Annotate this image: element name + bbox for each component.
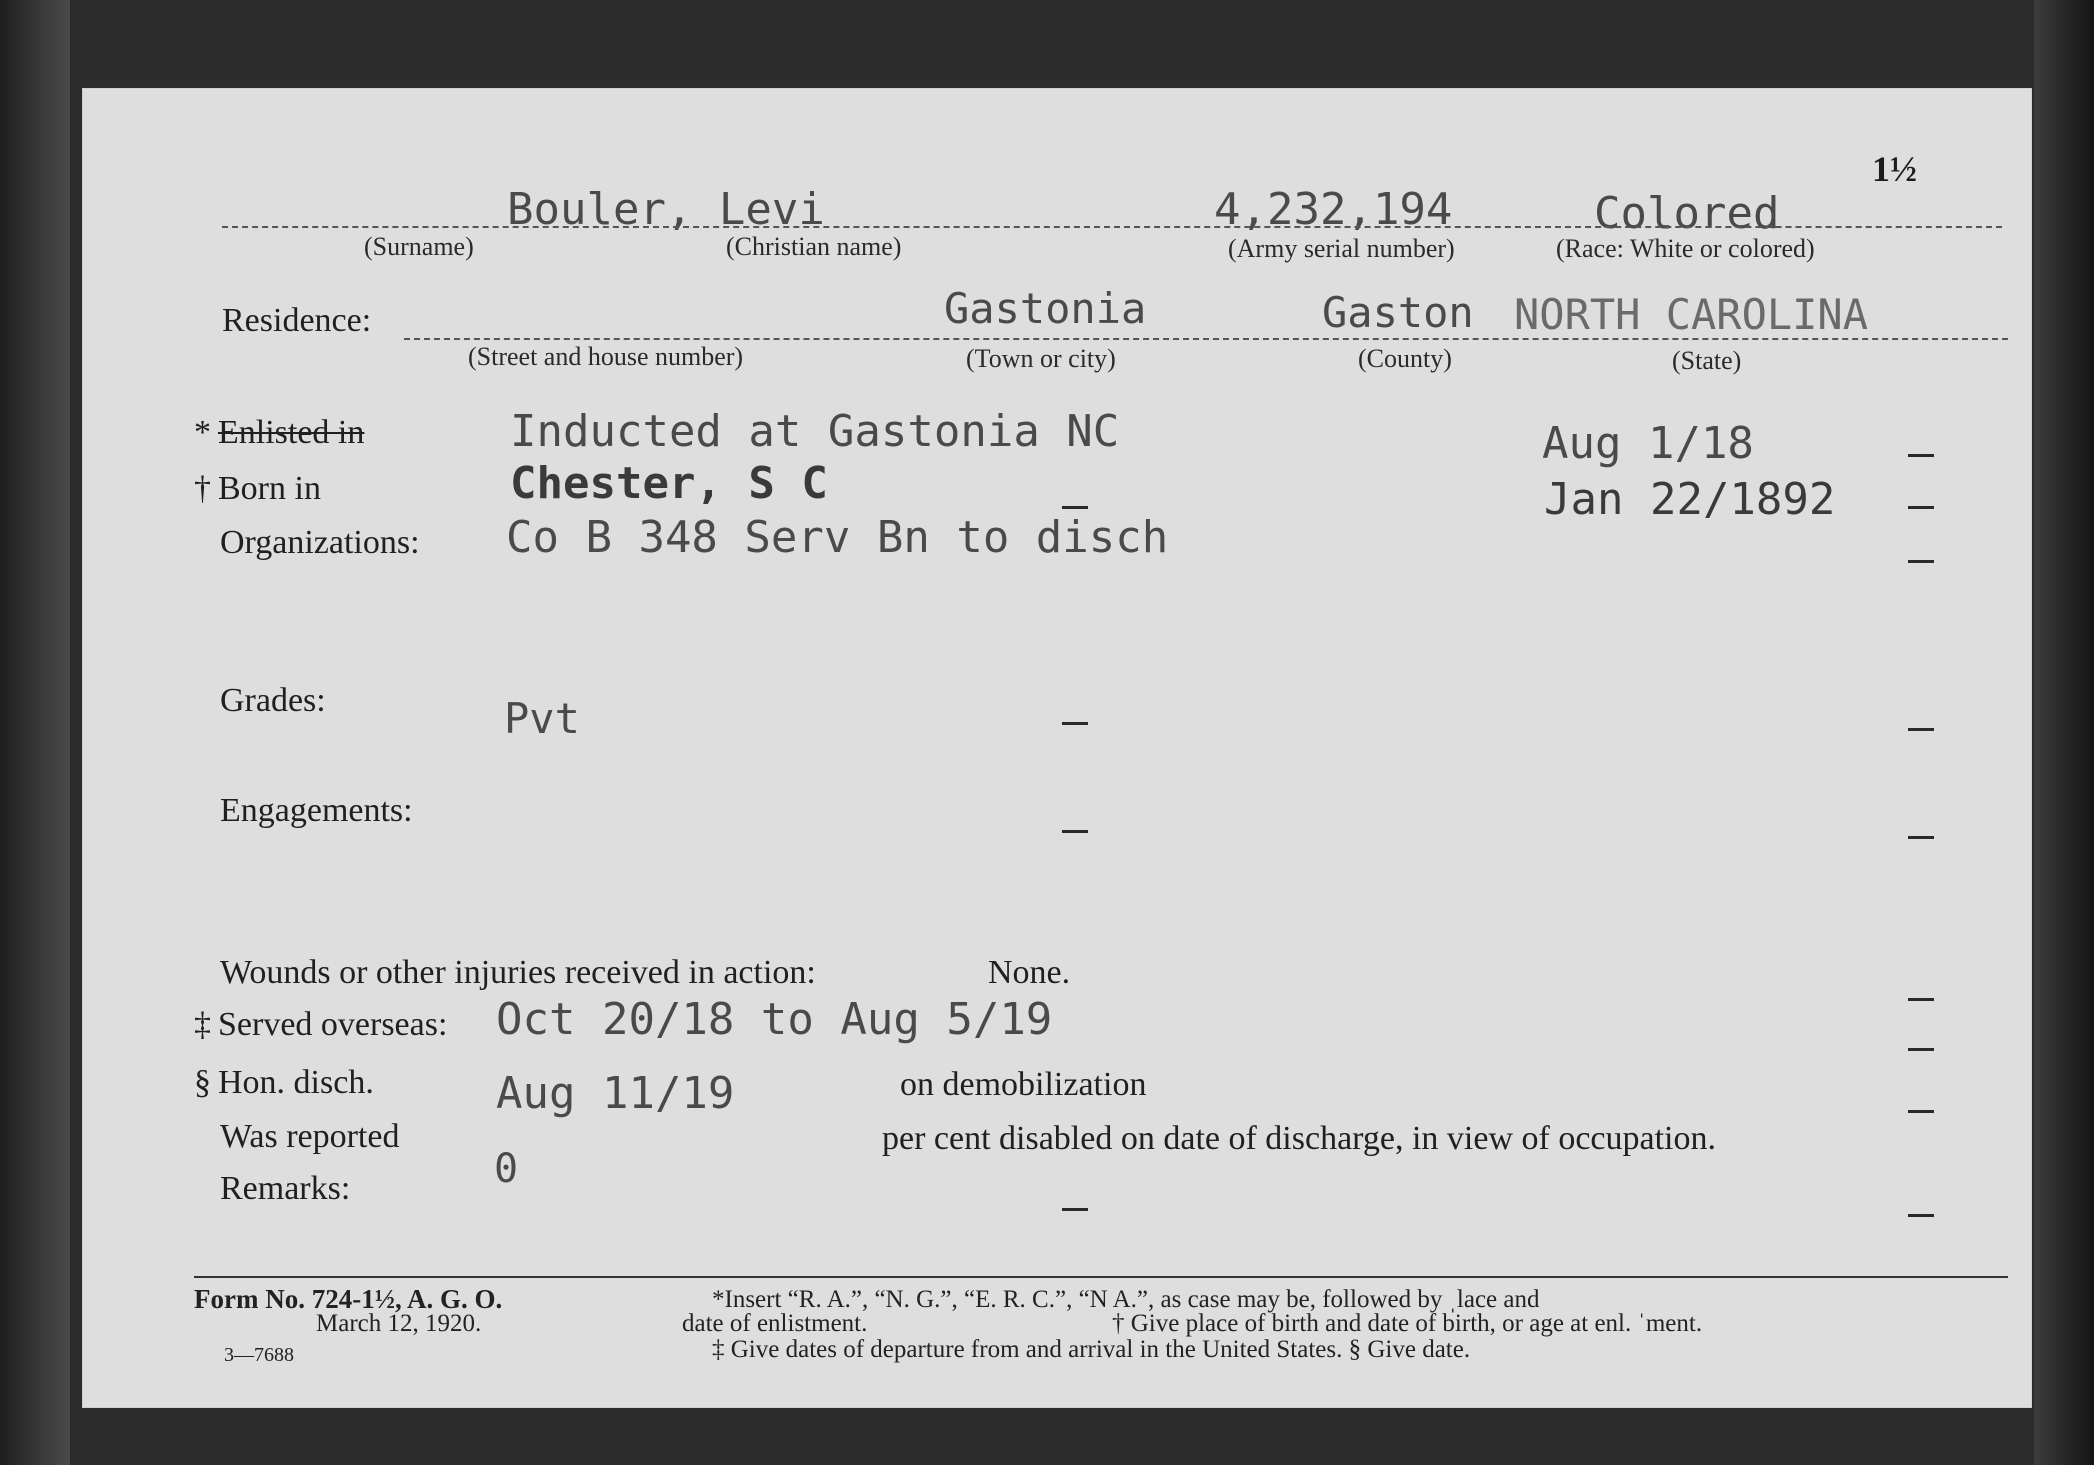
enlisted-label: Enlisted in [218,414,365,451]
surname-value: Bouler, Levi [507,184,825,235]
footnote-enlisted: *Insert “R. A.”, “N. G.”, “E. R. C.”, “N A.”, as case may be, followed by ˌlace and [712,1286,1540,1313]
scan-left-edge [0,0,70,1465]
organizations-label: Organizations: [220,524,420,561]
overseas-label: Served overseas: [218,1006,448,1043]
caption-street: (Street and house number) [468,342,744,371]
wounds-label: Wounds or other injuries received in action: [220,954,816,991]
remarks-label: Remarks: [220,1170,351,1207]
enlisted-marker: * [194,414,211,451]
serial-value: 4,232,194 [1214,184,1453,235]
service-record-card [82,88,2032,1408]
scan-right-edge [2034,0,2094,1465]
dash [1062,830,1088,833]
dash [1062,1208,1088,1211]
caption-surname: (Surname) [364,232,474,261]
form-number: Form No. 724-1½, A. G. O. [194,1284,503,1314]
dash [1908,454,1934,457]
footnote-born: † Give place of birth and date of birth, or age at enl. ˈment. [1112,1310,1703,1337]
overseas-value: Oct 20/18 to Aug 5/19 [496,994,1053,1045]
discharge-label: Hon. disch. [218,1064,374,1101]
residence-town: Gastonia [944,284,1147,333]
reported-label: Was reported [220,1118,400,1155]
form-code: 3—7688 [224,1344,294,1366]
race-value: Colored [1594,188,1780,239]
name-line [222,226,2002,228]
grades-label: Grades: [220,682,326,719]
born-label: Born in [218,470,321,507]
caption-christian-name: (Christian name) [726,232,902,261]
engagements-label: Engagements: [220,792,413,829]
footer-rule-left [194,1276,1824,1278]
enlisted-date: Aug 1/18 [1542,418,1754,469]
corner-number: 1½ [1872,149,1917,189]
dash [1062,506,1088,509]
footnote-overseas: ‡ Give dates of departure from and arrival in the United States. § Give date. [712,1336,1471,1363]
dash [1908,1048,1934,1051]
caption-serial-number: (Army serial number) [1228,234,1455,263]
grades-value: Pvt [504,694,580,743]
wounds-value: None. [988,954,1071,991]
dash [1908,998,1934,1001]
dash [1908,1214,1934,1217]
born-marker: † [194,470,211,507]
discharge-suffix: on demobilization [900,1066,1147,1103]
organizations-value: Co B 348 Serv Bn to disch [506,512,1169,563]
caption-race: (Race: White or colored) [1556,234,1815,263]
residence-label: Residence: [222,302,372,339]
form-date: March 12, 1920. [316,1310,482,1337]
dash [1908,506,1934,509]
residence-county: Gaston [1322,288,1474,337]
reported-value: 0 [494,1146,519,1192]
dash [1908,728,1934,731]
footer-rule-right [1786,1276,2008,1278]
discharge-value: Aug 11/19 [496,1068,735,1119]
dash [1062,722,1088,725]
born-date: Jan 22/1892 [1544,474,1836,525]
dash [1908,836,1934,839]
overseas-marker: ‡ [194,1006,211,1043]
dash [1908,1110,1934,1113]
residence-state: NORTH CAROLINA [1514,290,1869,339]
caption-state: (State) [1672,346,1742,375]
enlisted-value: Inducted at Gastonia NC [510,406,1120,457]
reported-suffix: per cent disabled on date of discharge, in view of occupation. [882,1120,1716,1157]
born-value: Chester, S C [510,458,828,509]
caption-town: (Town or city) [966,344,1116,373]
dash [1908,560,1934,563]
discharge-marker: § [194,1064,211,1101]
footnote-enlisted-cont: date of enlistment. [682,1310,868,1337]
caption-county: (County) [1358,344,1452,373]
